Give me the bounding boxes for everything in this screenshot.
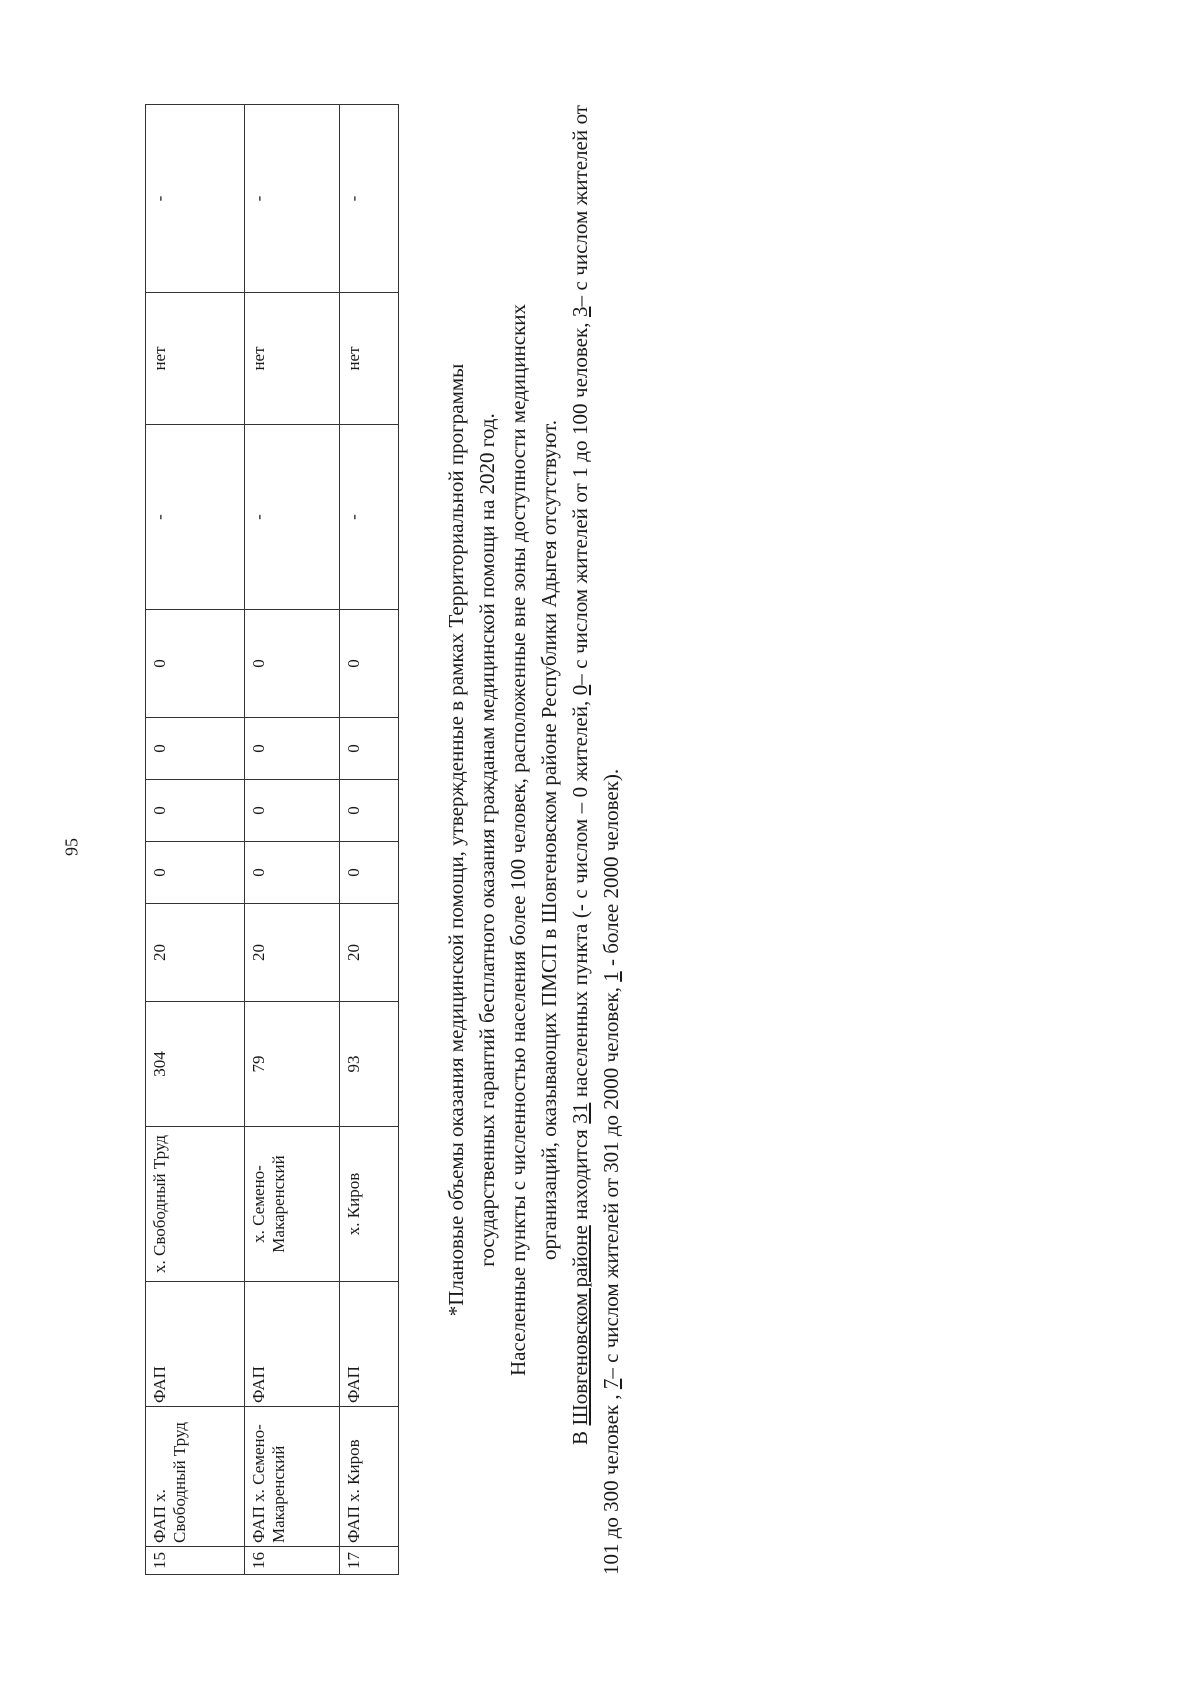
distance: 20 [146, 904, 245, 1002]
rotated-content [145, 105, 1045, 1575]
population: 93 [340, 1002, 399, 1127]
settlement-name: х. Семено-Макаренский [245, 1127, 340, 1282]
count-1: 3 [568, 306, 592, 318]
value-cell: 0 [146, 610, 245, 718]
paragraph-line: Населенные пункты с численностью населения более 100 человек, расположенные вне зоны доступности медицинских [506, 303, 530, 1377]
facility-name: ФАП х. Свободный Труд [146, 1407, 245, 1547]
text-run: - более 2000 человек). [599, 768, 623, 972]
facilities-table [145, 104, 399, 1575]
row-number: 17 [340, 1547, 399, 1575]
value-cell: нет [245, 293, 340, 425]
count-3: 1 [599, 971, 623, 982]
text-run: – с числом жителей от 1 до 100 человек, [568, 317, 592, 685]
facility-type: ФАП [340, 1282, 399, 1407]
facility-name: ФАП х. Семено-Макаренский [245, 1407, 340, 1547]
value-cell: - [340, 105, 399, 293]
value-cell: - [340, 425, 399, 610]
value-cell: 0 [146, 842, 245, 904]
value-cell: - [146, 425, 245, 610]
value-cell: - [245, 425, 340, 610]
text-run: В [568, 1425, 592, 1445]
settlements-paragraph [565, 105, 627, 1575]
value-cell: 0 [245, 718, 340, 780]
value-cell: 0 [146, 780, 245, 842]
table-row [146, 105, 245, 1575]
paragraph-line: организаций, оказывающих ПМСП в Шовгеновском районе Республики Адыгея отсутствуют. [537, 419, 561, 1261]
value-cell: нет [146, 293, 245, 425]
distance: 20 [245, 904, 340, 1002]
text-run: – с числом жителей от 301 до 2000 человек, [599, 981, 623, 1379]
table-row [340, 105, 399, 1575]
text-run: находится [568, 1123, 592, 1226]
population: 304 [146, 1002, 245, 1127]
facility-type: ФАП [146, 1282, 245, 1407]
value-cell: нет [340, 293, 399, 425]
value-cell: 0 [340, 780, 399, 842]
value-cell: 0 [245, 842, 340, 904]
text-run: – с числом жителей от 101 до 300 человек , [568, 105, 623, 1575]
text-run: населенных пункта (- с числом – 0 жителей, [568, 695, 592, 1103]
population: 79 [245, 1002, 340, 1127]
district-name: Шовгеновском районе [568, 1225, 592, 1426]
value-cell: 0 [245, 780, 340, 842]
facility-type: ФАП [245, 1282, 340, 1407]
value-cell: 0 [245, 610, 340, 718]
value-cell: 0 [340, 842, 399, 904]
value-cell: - [146, 105, 245, 293]
footnote-line: *Плановые объемы оказания медицинской помощи, утвержденные в рамках Территориальной программы [444, 363, 468, 1317]
facility-name: ФАП х. Киров [340, 1407, 399, 1547]
footnote-line: государственных гарантий бесплатного оказания гражданам медицинской помощи на 2020 год. [475, 413, 499, 1267]
table-row [245, 105, 340, 1575]
settlement-name: х. Свободный Труд [146, 1127, 245, 1282]
notes-section [441, 105, 627, 1575]
row-number: 16 [245, 1547, 340, 1575]
distance: 20 [340, 904, 399, 1002]
count-0: 0 [568, 684, 592, 696]
count-2: 7 [599, 1378, 623, 1390]
value-cell: 0 [146, 718, 245, 780]
value-cell: 0 [340, 610, 399, 718]
row-number: 15 [146, 1547, 245, 1575]
value-cell: 0 [340, 718, 399, 780]
total-count: 31 [568, 1102, 592, 1124]
page-number: 95 [61, 838, 82, 856]
value-cell: - [245, 105, 340, 293]
settlement-name: х. Киров [340, 1127, 399, 1282]
